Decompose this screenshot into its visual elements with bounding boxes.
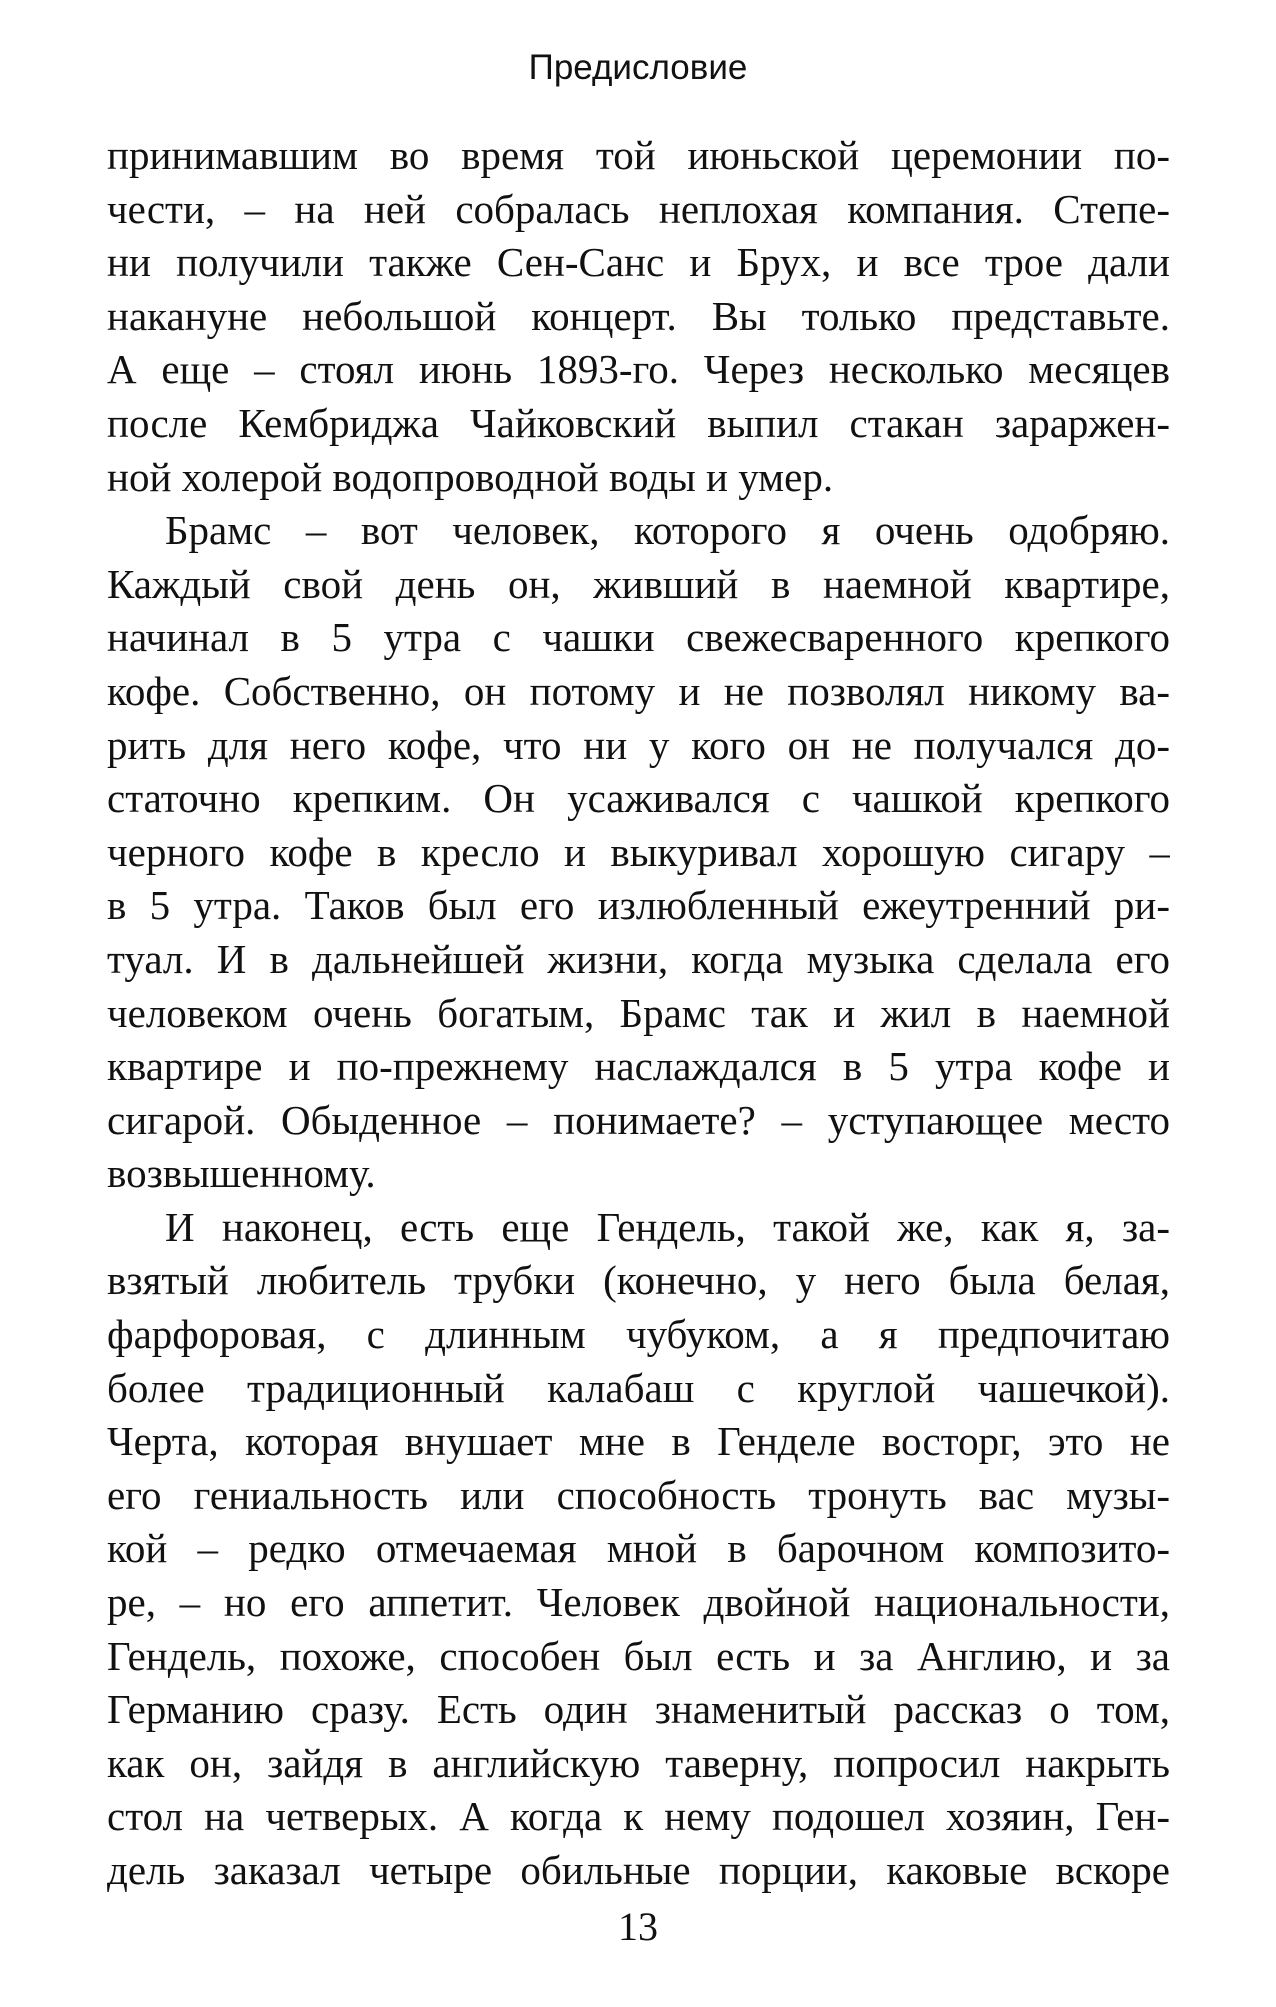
text-line: взятый любитель трубки (конечно, у него была белая, bbox=[107, 1257, 1170, 1304]
paragraph-2 bbox=[107, 504, 1170, 1201]
text-line: после Кембриджа Чайковский выпил стакан зараржен- bbox=[107, 399, 1170, 446]
text-line: Гендель, похоже, способен был есть и за Англию, и за bbox=[107, 1632, 1170, 1679]
text-line: кой – редко отмечаемая мной в барочном композито- bbox=[107, 1525, 1170, 1572]
text-line: накануне небольшой концерт. Вы только представьте. bbox=[107, 292, 1170, 339]
text-line: Черта, которая внушает мне в Генделе восторг, это не bbox=[107, 1418, 1170, 1465]
text-line: в 5 утра. Таков был его излюбленный ежеутренний ри- bbox=[107, 882, 1170, 929]
text-line: возвышенному. bbox=[107, 1150, 376, 1197]
text-line: ре, – но его аппетит. Человек двойной национальности, bbox=[107, 1579, 1170, 1626]
paragraph-3 bbox=[107, 1201, 1170, 1898]
text-line: статочно крепким. Он усаживался с чашкой крепкого bbox=[107, 775, 1170, 822]
text-line: стол на четверых. А когда к нему подошел хозяин, Ген- bbox=[107, 1793, 1170, 1840]
page-number: 13 bbox=[618, 1904, 658, 1949]
text-line: черного кофе в кресло и выкуривал хорошую сигару – bbox=[107, 828, 1170, 875]
text-line: Брамс – вот человек, которого я очень одобряю. bbox=[165, 507, 1170, 554]
text-line: Каждый свой день он, живший в наемной квартире, bbox=[107, 560, 1170, 607]
text-line: начинал в 5 утра с чашки свежесваренного крепкого bbox=[107, 614, 1170, 661]
text-line: фарфоровая, с длинным чубуком, а я предпочитаю bbox=[107, 1311, 1170, 1358]
running-head: Предисловие bbox=[528, 48, 748, 87]
text-line: кофе. Собственно, он потому и не позволял никому ва- bbox=[107, 667, 1170, 714]
text-line: туал. И в дальнейшей жизни, когда музыка сделала его bbox=[107, 935, 1170, 982]
text-line: как он, зайдя в английскую таверну, попросил накрыть bbox=[107, 1739, 1170, 1786]
text-line: дель заказал четыре обильные порции, каковые вскоре bbox=[107, 1847, 1170, 1893]
text-line: рить для него кофе, что ни у кого он не получался до- bbox=[107, 721, 1170, 768]
text-line: его гениальность или способность тронуть вас музы- bbox=[107, 1471, 1170, 1518]
text-line: Германию сразу. Есть один знаменитый рассказ о том, bbox=[107, 1686, 1170, 1733]
text-line: более традиционный калабаш с круглой чашечкой). bbox=[107, 1364, 1170, 1411]
text-line: И наконец, есть еще Гендель, такой же, как я, за- bbox=[165, 1203, 1170, 1250]
paragraph-1 bbox=[107, 129, 1170, 504]
text-line: чести, – на ней собралась неплохая компания. Степе- bbox=[107, 185, 1170, 232]
text-line: А еще – стоял июнь 1893-го. Через несколько месяцев bbox=[107, 346, 1170, 393]
text-line: квартире и по-прежнему наслаждался в 5 утра кофе и bbox=[107, 1043, 1170, 1090]
body-text bbox=[107, 129, 1170, 1898]
text-line: принимавшим во время той июньской церемонии по- bbox=[107, 132, 1170, 178]
text-line: сигарой. Обыденное – понимаете? – уступающее место bbox=[107, 1096, 1170, 1143]
text-line: ной холерой водопроводной воды и умер. bbox=[107, 453, 834, 500]
text-line: ни получили также Сен-Санс и Брух, и все трое дали bbox=[107, 239, 1170, 286]
text-line: человеком очень богатым, Брамс так и жил в наемной bbox=[107, 989, 1170, 1036]
